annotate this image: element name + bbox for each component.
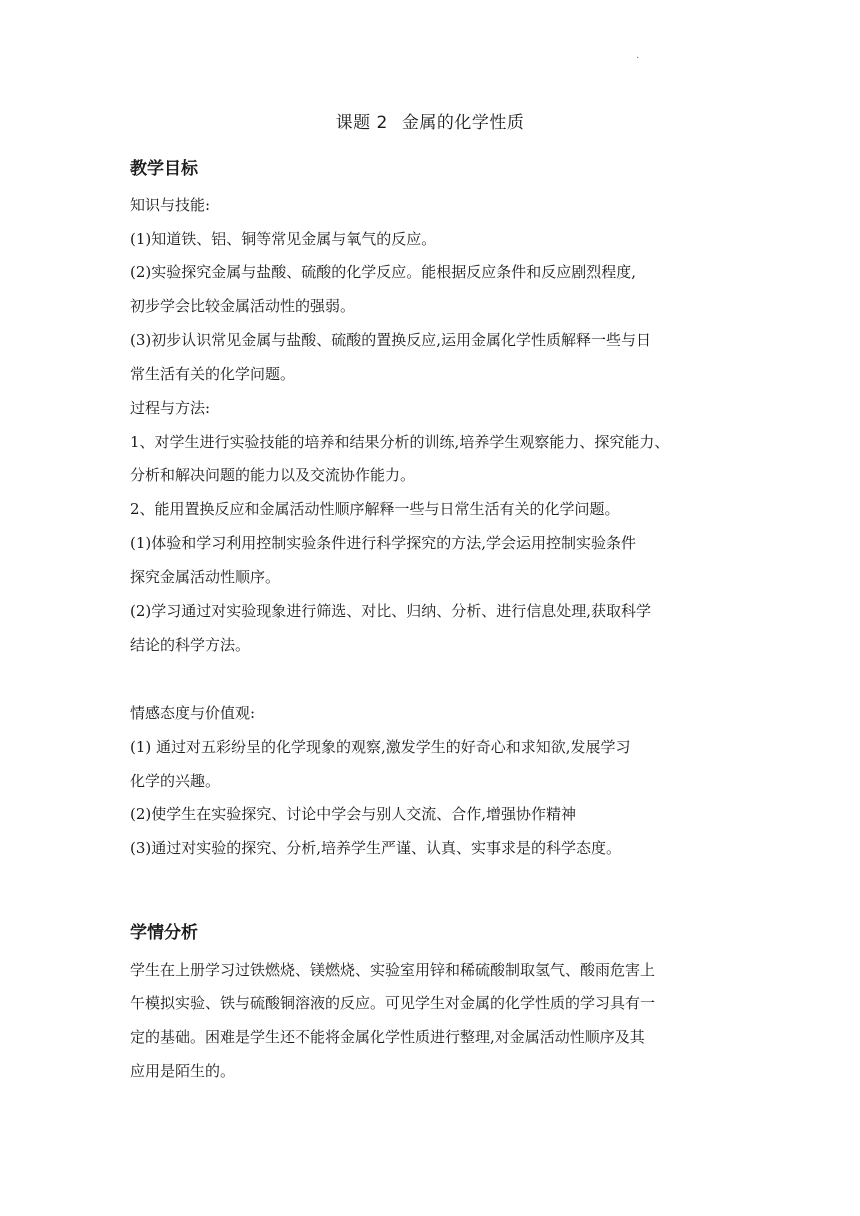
paragraph-line: 情感态度与价值观:: [130, 704, 256, 722]
paragraph-line: 探究金属活动性顺序。: [130, 568, 281, 586]
paragraph-line: 化学的兴趣。: [130, 772, 221, 790]
paragraph-line: 学生在上册学习过铁燃烧、镁燃烧、实验室用锌和稀硫酸制取氢气、酸雨危害上: [130, 961, 656, 979]
section-heading-teaching-goals: 教学目标: [130, 159, 198, 179]
paragraph-line: 2、能用置换反应和金属活动性顺序解释一些与日常生活有关的化学问题。: [130, 500, 620, 518]
paragraph-line: 1、对学生进行实验技能的培养和结果分析的训练,培养学生观察能力、探究能力、: [130, 433, 670, 451]
paragraph-line: (2)实验探究金属与盐酸、硫酸的化学反应。能根据反应条件和反应剧烈程度,: [130, 263, 637, 281]
corner-mark: ·: [636, 52, 640, 63]
paragraph-line: 应用是陌生的。: [130, 1062, 236, 1080]
lesson-number: 课题 2: [335, 113, 388, 133]
paragraph-line: (1)体验和学习利用控制实验条件进行科学探究的方法,学会运用控制实验条件: [130, 534, 637, 552]
paragraph-line: 定的基础。困难是学生还不能将金属化学性质进行整理,对金属活动性顺序及其: [130, 1028, 645, 1046]
paragraph-line: (3)通过对实验的探究、分析,培养学生严谨、认真、实事求是的科学态度。: [130, 839, 622, 857]
paragraph-line: 结论的科学方法。: [130, 636, 251, 654]
paragraph-line: 常生活有关的化学问题。: [130, 365, 296, 383]
paragraph-line: (2)学习通过对实验现象进行筛选、对比、归纳、分析、进行信息处理,获取科学: [130, 602, 652, 620]
paragraph-line: 分析和解决问题的能力以及交流协作能力。: [130, 466, 416, 484]
section-heading-student-analysis: 学情分析: [130, 923, 198, 943]
paragraph-line: 过程与方法:: [130, 399, 211, 417]
paragraph-line: (2)使学生在实验探究、讨论中学会与别人交流、合作,增强协作精神: [130, 805, 577, 823]
page-title: [0, 108, 860, 133]
paragraph-line: (1) 通过对五彩纷呈的化学现象的观察,激发学生的好奇心和求知欲,发展学习: [130, 738, 631, 756]
paragraph-line: 午模拟实验、铁与硫酸铜溶液的反应。可见学生对金属的化学性质的学习具有一: [130, 994, 656, 1012]
paragraph-line: 知识与技能:: [130, 196, 211, 214]
paragraph-line: (3)初步认识常见金属与盐酸、硫酸的置换反应,运用金属化学性质解释一些与日: [130, 331, 652, 349]
paragraph-line: (1)知道铁、铝、铜等常见金属与氧气的反应。: [130, 230, 437, 248]
lesson-title: 金属的化学性质: [401, 113, 525, 133]
paragraph-line: 初步学会比较金属活动性的强弱。: [130, 297, 356, 315]
